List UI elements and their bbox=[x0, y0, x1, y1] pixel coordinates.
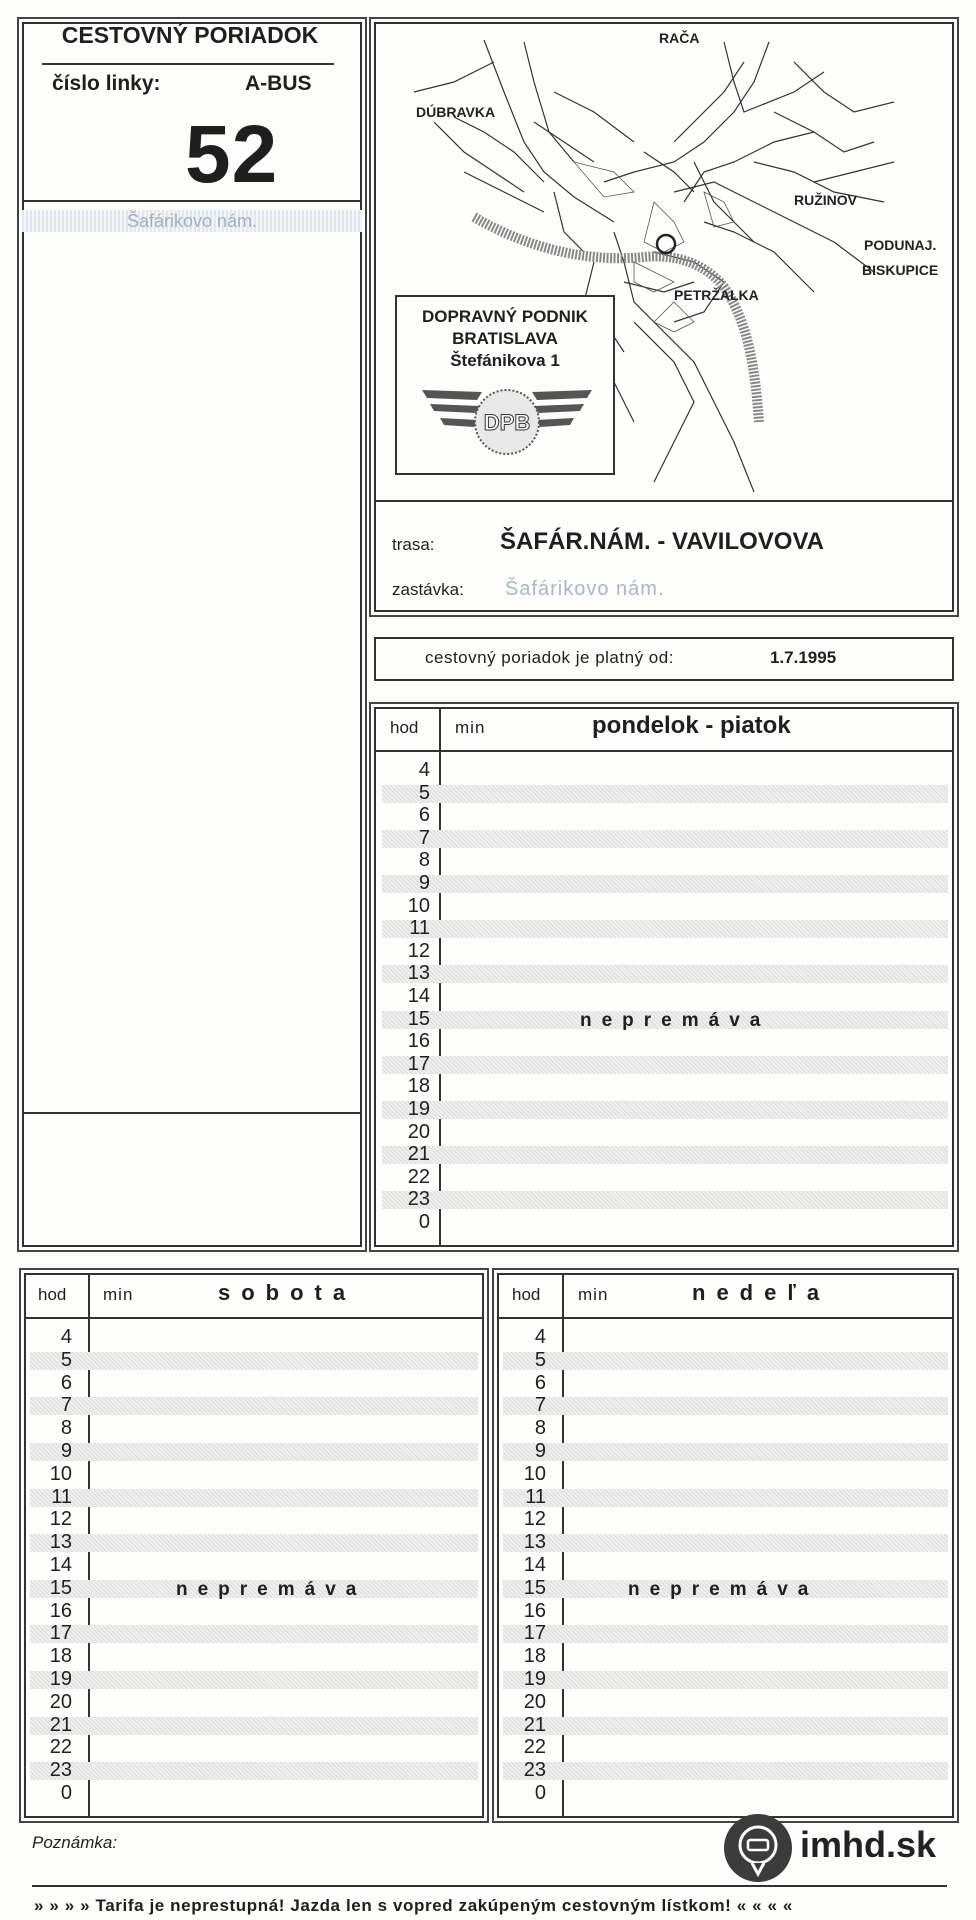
line-type: A-BUS bbox=[245, 72, 312, 95]
footer-rule bbox=[32, 1885, 947, 1887]
weekday-header-rule bbox=[374, 750, 954, 752]
sunday-row-stripe bbox=[503, 1762, 948, 1780]
sunday-hour-label: 19 bbox=[523, 1668, 546, 1690]
sunday-hour-label: 10 bbox=[523, 1462, 546, 1485]
route-label: trasa: bbox=[392, 535, 435, 554]
sunday-hour-label: 23 bbox=[523, 1759, 546, 1782]
weekday-row-stripe bbox=[382, 875, 948, 893]
weekday-hour-label: 22 bbox=[407, 1165, 430, 1188]
document-title: CESTOVNÝ PORIADOK bbox=[61, 22, 319, 48]
dpb-logo bbox=[422, 382, 592, 462]
sunday-hour-label: 7 bbox=[534, 1394, 546, 1417]
weekday-hour-label: 0 bbox=[418, 1211, 430, 1233]
saturday-min-label: min bbox=[103, 1285, 134, 1304]
sunday-hour-label: 21 bbox=[523, 1713, 546, 1736]
weekday-row-stripe bbox=[382, 965, 948, 983]
stop-value: Šafárikovo nám. bbox=[505, 578, 665, 600]
weekday-hour-label: 9 bbox=[418, 872, 430, 894]
route-value: ŠAFÁR.NÁM. - VAVILOVOVA bbox=[500, 528, 824, 555]
company-name-line1: DOPRAVNÝ PODNIK bbox=[422, 307, 588, 326]
footer-notice: » » » » Tarifa je neprestupná! Jazda len s vopred zakúpeným cestovným lístkom! « « « « bbox=[34, 1896, 793, 1915]
weekday-hour-label: 4 bbox=[418, 759, 430, 781]
sunday-hour-label: 9 bbox=[534, 1440, 546, 1462]
imhd-brand[interactable]: imhd.sk bbox=[800, 1824, 937, 1865]
sunday-row-stripe bbox=[503, 1443, 948, 1461]
saturday-row-stripe bbox=[30, 1534, 478, 1552]
weekday-row-stripe bbox=[382, 1101, 948, 1119]
weekday-hour-label: 14 bbox=[407, 985, 430, 1007]
saturday-row-stripe bbox=[30, 1671, 478, 1689]
map-label-raca: RAČA bbox=[659, 30, 700, 46]
saturday-row-stripe bbox=[30, 1762, 478, 1780]
stop-label: zastávka: bbox=[392, 580, 464, 599]
saturday-hour-label: 8 bbox=[60, 1417, 72, 1440]
weekday-hour-label: 16 bbox=[407, 1030, 430, 1053]
sunday-row-stripe bbox=[503, 1717, 948, 1735]
validity-date: 1.7.1995 bbox=[770, 648, 837, 667]
sunday-hod-label: hod bbox=[512, 1285, 541, 1304]
stop-name-faded: Šafárikovo nám. bbox=[22, 210, 362, 232]
svg-text:DPB: DPB bbox=[483, 410, 531, 435]
sunday-hour-label: 4 bbox=[534, 1326, 546, 1348]
saturday-header-rule bbox=[24, 1317, 484, 1319]
weekday-row-stripe bbox=[382, 830, 948, 848]
saturday-hour-label: 20 bbox=[49, 1690, 72, 1713]
saturday-hour-label: 16 bbox=[49, 1599, 72, 1622]
saturday-hour-label: 11 bbox=[51, 1485, 72, 1508]
sunday-hour-label: 11 bbox=[525, 1485, 546, 1508]
weekday-min-label: min bbox=[455, 718, 486, 737]
weekday-row-stripe bbox=[382, 1191, 948, 1209]
sunday-row-stripe bbox=[503, 1397, 948, 1415]
sunday-hour-label: 14 bbox=[523, 1554, 546, 1576]
saturday-hour-label: 9 bbox=[60, 1440, 72, 1462]
saturday-hod-label: hod bbox=[38, 1285, 67, 1304]
title-rule bbox=[42, 63, 334, 65]
weekday-hour-label: 11 bbox=[409, 917, 430, 940]
company-name-line2: BRATISLAVA bbox=[452, 329, 558, 348]
weekday-row-stripe bbox=[382, 1146, 948, 1164]
saturday-row-stripe bbox=[30, 1625, 478, 1643]
stop-marker-icon bbox=[657, 235, 675, 253]
sunday-hour-label: 8 bbox=[534, 1417, 546, 1440]
left-divider bbox=[22, 1112, 362, 1114]
weekday-hour-label: 12 bbox=[407, 939, 430, 962]
saturday-hour-label: 12 bbox=[49, 1508, 72, 1531]
weekday-hour-label: 21 bbox=[407, 1143, 430, 1166]
sunday-row-stripe bbox=[503, 1534, 948, 1552]
weekday-hour-label: 7 bbox=[418, 826, 430, 849]
saturday-title: sobota bbox=[218, 1280, 357, 1305]
weekday-hour-label: 23 bbox=[407, 1188, 430, 1211]
saturday-hour-label: 19 bbox=[49, 1668, 72, 1690]
note-label: Poznámka: bbox=[32, 1833, 118, 1852]
saturday-hour-label: 14 bbox=[49, 1554, 72, 1576]
weekday-hour-label: 13 bbox=[407, 962, 430, 985]
saturday-row-stripe bbox=[30, 1352, 478, 1370]
line-number-label: číslo linky: bbox=[52, 72, 161, 95]
map-label-dubravka: DÚBRAVKA bbox=[416, 104, 496, 120]
saturday-row-stripe bbox=[30, 1397, 478, 1415]
sunday-row-stripe bbox=[503, 1671, 948, 1689]
sunday-hour-label: 0 bbox=[534, 1782, 546, 1804]
weekday-hour-label: 17 bbox=[407, 1052, 430, 1075]
weekday-title: pondelok - piatok bbox=[592, 712, 791, 739]
saturday-row-stripe bbox=[30, 1489, 478, 1507]
route-divider bbox=[374, 500, 954, 502]
sunday-hour-label: 16 bbox=[523, 1599, 546, 1622]
sunday-header-rule bbox=[497, 1317, 954, 1319]
weekday-hour-label: 5 bbox=[418, 781, 430, 804]
saturday-no-service: nepremáva bbox=[176, 1579, 367, 1600]
sunday-min-label: min bbox=[578, 1285, 609, 1304]
weekday-hour-label: 18 bbox=[407, 1075, 430, 1098]
company-address: Štefánikova 1 bbox=[450, 351, 560, 370]
validity-text: cestovný poriadok je platný od: bbox=[425, 648, 674, 667]
company-box bbox=[395, 295, 615, 475]
weekday-hour-label: 15 bbox=[407, 1007, 430, 1030]
saturday-hour-label: 7 bbox=[60, 1394, 72, 1417]
sunday-hour-label: 5 bbox=[534, 1348, 546, 1371]
weekday-hour-label: 6 bbox=[418, 804, 430, 827]
saturday-hour-label: 22 bbox=[49, 1736, 72, 1759]
weekday-hour-label: 19 bbox=[407, 1098, 430, 1120]
weekday-row-stripe bbox=[382, 1056, 948, 1074]
sunday-hour-label: 13 bbox=[523, 1531, 546, 1554]
saturday-hour-label: 21 bbox=[49, 1713, 72, 1736]
weekday-row-stripe bbox=[382, 920, 948, 938]
saturday-hour-label: 15 bbox=[49, 1576, 72, 1599]
line-number: 52 bbox=[185, 109, 279, 200]
weekday-no-service: nepremáva bbox=[580, 1010, 771, 1031]
saturday-hour-label: 0 bbox=[60, 1782, 72, 1804]
saturday-hour-label: 10 bbox=[49, 1462, 72, 1485]
saturday-hour-label: 5 bbox=[60, 1348, 72, 1371]
map-label-biskupice: BISKUPICE bbox=[862, 262, 939, 278]
saturday-row-stripe bbox=[30, 1443, 478, 1461]
header-box bbox=[22, 22, 362, 1247]
weekday-row-stripe bbox=[382, 785, 948, 803]
imhd-logo-icon bbox=[722, 1812, 794, 1884]
saturday-hour-label: 6 bbox=[60, 1371, 72, 1394]
sunday-hour-label: 17 bbox=[523, 1622, 546, 1645]
saturday-hour-label: 13 bbox=[49, 1531, 72, 1554]
sunday-hour-label: 20 bbox=[523, 1690, 546, 1713]
weekday-hour-label: 20 bbox=[407, 1120, 430, 1143]
map-label-podunaj: PODUNAJ. bbox=[864, 237, 937, 253]
map-label-petrzalka: PETRŽALKA bbox=[674, 287, 759, 303]
sunday-row-stripe bbox=[503, 1625, 948, 1643]
sunday-hour-label: 18 bbox=[523, 1645, 546, 1668]
saturday-hour-label: 18 bbox=[49, 1645, 72, 1668]
sunday-row-stripe bbox=[503, 1489, 948, 1507]
sunday-hour-label: 6 bbox=[534, 1371, 546, 1394]
sunday-hour-label: 22 bbox=[523, 1736, 546, 1759]
weekday-hour-label: 10 bbox=[407, 894, 430, 917]
sunday-title: nedeľa bbox=[692, 1280, 831, 1305]
weekday-hour-label: 8 bbox=[418, 849, 430, 872]
saturday-hour-label: 4 bbox=[60, 1326, 72, 1348]
sunday-no-service: nepremáva bbox=[628, 1579, 819, 1600]
sunday-hour-label: 15 bbox=[523, 1576, 546, 1599]
weekday-hod-label: hod bbox=[390, 718, 419, 737]
saturday-hour-label: 23 bbox=[49, 1759, 72, 1782]
sunday-row-stripe bbox=[503, 1352, 948, 1370]
saturday-row-stripe bbox=[30, 1717, 478, 1735]
map-label-ruzinov: RUŽINOV bbox=[794, 192, 857, 208]
sunday-hour-label: 12 bbox=[523, 1508, 546, 1531]
saturday-hour-label: 17 bbox=[49, 1622, 72, 1645]
